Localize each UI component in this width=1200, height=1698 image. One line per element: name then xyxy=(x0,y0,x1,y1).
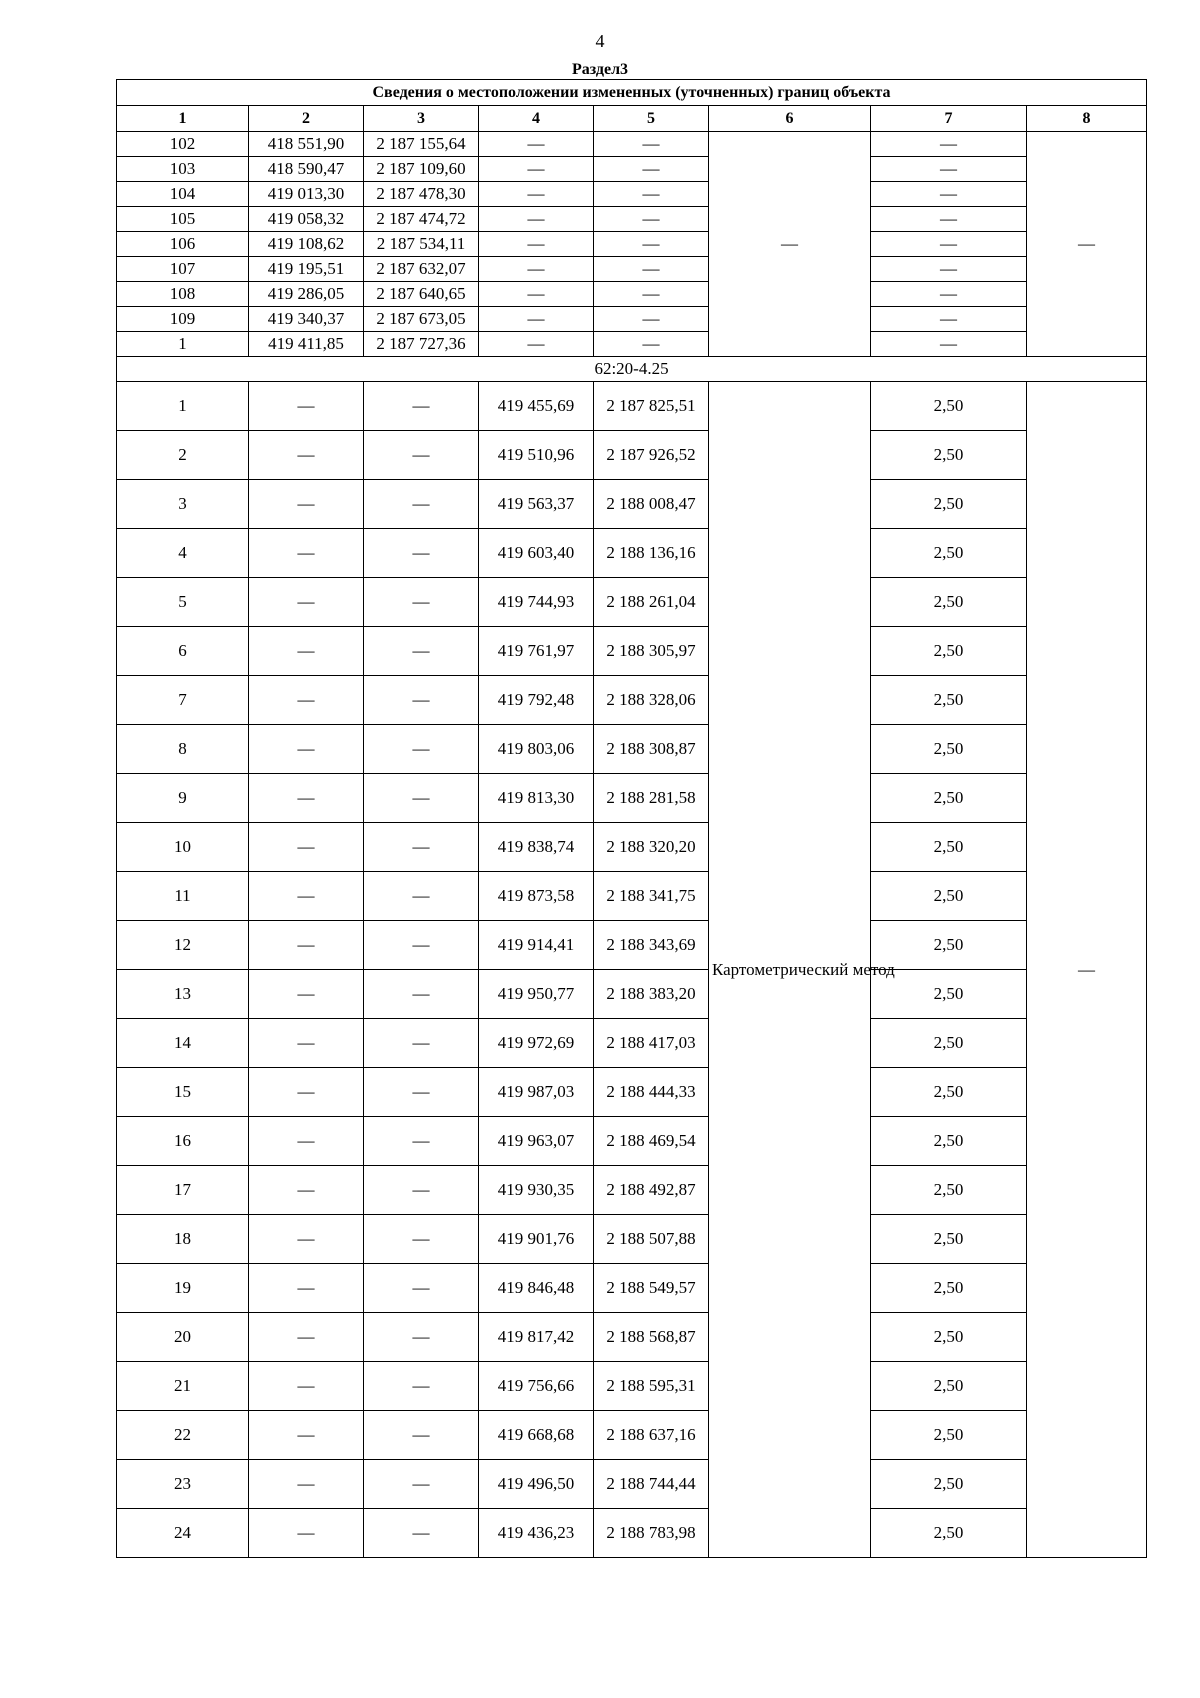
point-number: 21 xyxy=(117,1362,249,1411)
accuracy: 2,50 xyxy=(871,1460,1027,1509)
new-y: 2 188 549,57 xyxy=(594,1264,709,1313)
table-row xyxy=(117,431,1147,480)
accuracy: 2,50 xyxy=(871,774,1027,823)
table-row xyxy=(117,578,1147,627)
column-number: 1 xyxy=(117,106,249,132)
column-number: 7 xyxy=(871,106,1027,132)
old-y: — xyxy=(364,1166,479,1215)
point-number: 15 xyxy=(117,1068,249,1117)
old-y: — xyxy=(364,1313,479,1362)
table-row xyxy=(117,725,1147,774)
old-y: — xyxy=(364,382,479,431)
new-x: 419 873,58 xyxy=(479,872,594,921)
new-x: 419 761,97 xyxy=(479,627,594,676)
table-row xyxy=(117,823,1147,872)
new-y: 2 188 341,75 xyxy=(594,872,709,921)
old-x: — xyxy=(249,529,364,578)
table-row xyxy=(117,529,1147,578)
old-y: 2 187 478,30 xyxy=(364,182,479,207)
accuracy: — xyxy=(871,332,1027,357)
description-cell: — xyxy=(1027,382,1147,1558)
accuracy: 2,50 xyxy=(871,578,1027,627)
point-number: 7 xyxy=(117,676,249,725)
accuracy: 2,50 xyxy=(871,1264,1027,1313)
new-x: 419 914,41 xyxy=(479,921,594,970)
point-number: 12 xyxy=(117,921,249,970)
new-y: 2 187 926,52 xyxy=(594,431,709,480)
old-x: — xyxy=(249,1068,364,1117)
old-y: — xyxy=(364,774,479,823)
new-y: 2 188 383,20 xyxy=(594,970,709,1019)
old-x: — xyxy=(249,1264,364,1313)
accuracy: 2,50 xyxy=(871,1362,1027,1411)
accuracy: — xyxy=(871,232,1027,257)
old-y: — xyxy=(364,970,479,1019)
section-title: Раздел3 xyxy=(571,61,629,78)
table-row xyxy=(117,921,1147,970)
accuracy: — xyxy=(871,307,1027,332)
table-caption: Сведения о местоположении измененных (уточненных) границ объекта xyxy=(117,80,1147,106)
accuracy: — xyxy=(871,207,1027,232)
accuracy: 2,50 xyxy=(871,480,1027,529)
old-x: — xyxy=(249,774,364,823)
column-number: 8 xyxy=(1027,106,1147,132)
table-row xyxy=(117,382,1147,431)
table-row xyxy=(117,774,1147,823)
point-number: 24 xyxy=(117,1509,249,1558)
table-row xyxy=(117,1460,1147,1509)
table-row xyxy=(117,282,1147,307)
method-cell: — xyxy=(709,132,871,357)
accuracy: — xyxy=(871,182,1027,207)
new-y: 2 188 008,47 xyxy=(594,480,709,529)
new-y: — xyxy=(594,332,709,357)
accuracy: — xyxy=(871,282,1027,307)
boundaries-table xyxy=(116,79,1147,1558)
new-x: 419 436,23 xyxy=(479,1509,594,1558)
new-y: 2 188 261,04 xyxy=(594,578,709,627)
new-x: 419 744,93 xyxy=(479,578,594,627)
new-x: 419 972,69 xyxy=(479,1019,594,1068)
old-x: 419 013,30 xyxy=(249,182,364,207)
new-y: — xyxy=(594,207,709,232)
table-row xyxy=(117,970,1147,1019)
point-number: 18 xyxy=(117,1215,249,1264)
old-y: — xyxy=(364,1460,479,1509)
accuracy: 2,50 xyxy=(871,431,1027,480)
new-y: — xyxy=(594,282,709,307)
old-y: — xyxy=(364,1215,479,1264)
table-row xyxy=(117,1215,1147,1264)
new-x: 419 817,42 xyxy=(479,1313,594,1362)
new-y: 2 188 444,33 xyxy=(594,1068,709,1117)
old-y: — xyxy=(364,1509,479,1558)
table-row xyxy=(117,332,1147,357)
table-row xyxy=(117,676,1147,725)
new-x: — xyxy=(479,182,594,207)
accuracy: 2,50 xyxy=(871,382,1027,431)
column-number: 2 xyxy=(249,106,364,132)
old-x: 419 286,05 xyxy=(249,282,364,307)
new-y: 2 188 744,44 xyxy=(594,1460,709,1509)
old-y: — xyxy=(364,872,479,921)
old-y: — xyxy=(364,627,479,676)
new-x: 419 563,37 xyxy=(479,480,594,529)
table-row xyxy=(117,1117,1147,1166)
new-y: 2 188 136,16 xyxy=(594,529,709,578)
old-x: — xyxy=(249,1362,364,1411)
new-x: — xyxy=(479,282,594,307)
old-x: — xyxy=(249,1411,364,1460)
new-x: — xyxy=(479,307,594,332)
new-y: 2 188 417,03 xyxy=(594,1019,709,1068)
table-row xyxy=(117,1313,1147,1362)
point-number: 107 xyxy=(117,257,249,282)
new-y: 2 188 568,87 xyxy=(594,1313,709,1362)
table-row xyxy=(117,480,1147,529)
old-y: — xyxy=(364,823,479,872)
table-row xyxy=(117,1509,1147,1558)
accuracy: 2,50 xyxy=(871,872,1027,921)
point-number: 23 xyxy=(117,1460,249,1509)
old-x: — xyxy=(249,872,364,921)
point-number: 2 xyxy=(117,431,249,480)
old-y: 2 187 640,65 xyxy=(364,282,479,307)
point-number: 22 xyxy=(117,1411,249,1460)
table-row xyxy=(117,1019,1147,1068)
new-y: 2 188 637,16 xyxy=(594,1411,709,1460)
table-row xyxy=(117,1068,1147,1117)
table-row xyxy=(117,232,1147,257)
old-y: — xyxy=(364,1117,479,1166)
old-y: — xyxy=(364,1068,479,1117)
old-y: 2 187 155,64 xyxy=(364,132,479,157)
page-number: 4 xyxy=(595,31,605,51)
new-y: — xyxy=(594,132,709,157)
old-y: — xyxy=(364,1362,479,1411)
new-y: 2 188 328,06 xyxy=(594,676,709,725)
old-y: — xyxy=(364,578,479,627)
old-y: — xyxy=(364,921,479,970)
new-x: — xyxy=(479,257,594,282)
new-y: — xyxy=(594,157,709,182)
point-number: 106 xyxy=(117,232,249,257)
accuracy: 2,50 xyxy=(871,1215,1027,1264)
new-y: 2 187 825,51 xyxy=(594,382,709,431)
new-y: 2 188 343,69 xyxy=(594,921,709,970)
point-number: 19 xyxy=(117,1264,249,1313)
old-y: 2 187 109,60 xyxy=(364,157,479,182)
old-x: 419 411,85 xyxy=(249,332,364,357)
accuracy: 2,50 xyxy=(871,1166,1027,1215)
point-number: 102 xyxy=(117,132,249,157)
old-y: — xyxy=(364,725,479,774)
accuracy: 2,50 xyxy=(871,1313,1027,1362)
point-number: 9 xyxy=(117,774,249,823)
point-number: 6 xyxy=(117,627,249,676)
table-row xyxy=(117,627,1147,676)
point-number: 4 xyxy=(117,529,249,578)
point-number: 1 xyxy=(117,332,249,357)
new-y: 2 188 507,88 xyxy=(594,1215,709,1264)
accuracy: 2,50 xyxy=(871,627,1027,676)
new-x: 419 950,77 xyxy=(479,970,594,1019)
point-number: 108 xyxy=(117,282,249,307)
old-x: — xyxy=(249,970,364,1019)
old-x: — xyxy=(249,676,364,725)
accuracy: — xyxy=(871,157,1027,182)
point-number: 5 xyxy=(117,578,249,627)
old-x: — xyxy=(249,823,364,872)
point-number: 8 xyxy=(117,725,249,774)
new-y: — xyxy=(594,257,709,282)
point-number: 105 xyxy=(117,207,249,232)
table-row xyxy=(117,207,1147,232)
subsection-row xyxy=(117,357,1147,382)
new-x: 419 803,06 xyxy=(479,725,594,774)
old-y: — xyxy=(364,431,479,480)
old-x: — xyxy=(249,1509,364,1558)
point-number: 103 xyxy=(117,157,249,182)
new-y: 2 188 469,54 xyxy=(594,1117,709,1166)
accuracy: 2,50 xyxy=(871,970,1027,1019)
column-number: 3 xyxy=(364,106,479,132)
new-x: — xyxy=(479,132,594,157)
table-row xyxy=(117,307,1147,332)
old-y: 2 187 534,11 xyxy=(364,232,479,257)
new-x: — xyxy=(479,232,594,257)
accuracy: 2,50 xyxy=(871,1068,1027,1117)
old-y: 2 187 727,36 xyxy=(364,332,479,357)
old-x: — xyxy=(249,1166,364,1215)
point-number: 3 xyxy=(117,480,249,529)
old-x: 419 340,37 xyxy=(249,307,364,332)
accuracy: 2,50 xyxy=(871,1509,1027,1558)
old-x: — xyxy=(249,480,364,529)
table-row xyxy=(117,1166,1147,1215)
old-x: — xyxy=(249,382,364,431)
table-row xyxy=(117,1264,1147,1313)
table-row xyxy=(117,1362,1147,1411)
new-y: 2 188 783,98 xyxy=(594,1509,709,1558)
old-y: — xyxy=(364,676,479,725)
old-x: — xyxy=(249,578,364,627)
old-y: — xyxy=(364,480,479,529)
old-y: 2 187 474,72 xyxy=(364,207,479,232)
old-y: — xyxy=(364,1019,479,1068)
new-x: 419 510,96 xyxy=(479,431,594,480)
old-x: — xyxy=(249,1460,364,1509)
old-x: 418 551,90 xyxy=(249,132,364,157)
new-x: 419 813,30 xyxy=(479,774,594,823)
old-x: — xyxy=(249,627,364,676)
point-number: 10 xyxy=(117,823,249,872)
accuracy: 2,50 xyxy=(871,1019,1027,1068)
new-x: 419 846,48 xyxy=(479,1264,594,1313)
new-y: 2 188 305,97 xyxy=(594,627,709,676)
accuracy: — xyxy=(871,132,1027,157)
table-row xyxy=(117,872,1147,921)
description-cell: — xyxy=(1027,132,1147,357)
old-x: — xyxy=(249,1313,364,1362)
old-y: 2 187 673,05 xyxy=(364,307,479,332)
old-x: — xyxy=(249,1215,364,1264)
old-x: 419 058,32 xyxy=(249,207,364,232)
point-number: 13 xyxy=(117,970,249,1019)
new-x: 419 756,66 xyxy=(479,1362,594,1411)
accuracy: 2,50 xyxy=(871,676,1027,725)
new-x: 419 668,68 xyxy=(479,1411,594,1460)
point-number: 1 xyxy=(117,382,249,431)
column-number: 6 xyxy=(709,106,871,132)
new-y: 2 188 492,87 xyxy=(594,1166,709,1215)
column-number: 5 xyxy=(594,106,709,132)
old-x: 419 195,51 xyxy=(249,257,364,282)
new-x: 419 963,07 xyxy=(479,1117,594,1166)
new-y: — xyxy=(594,232,709,257)
old-y: — xyxy=(364,1264,479,1313)
point-number: 20 xyxy=(117,1313,249,1362)
old-x: — xyxy=(249,1019,364,1068)
new-x: 419 792,48 xyxy=(479,676,594,725)
old-x: 419 108,62 xyxy=(249,232,364,257)
table-row xyxy=(117,182,1147,207)
point-number: 17 xyxy=(117,1166,249,1215)
old-x: — xyxy=(249,725,364,774)
accuracy: 2,50 xyxy=(871,725,1027,774)
point-number: 14 xyxy=(117,1019,249,1068)
point-number: 109 xyxy=(117,307,249,332)
accuracy: — xyxy=(871,257,1027,282)
accuracy: 2,50 xyxy=(871,823,1027,872)
old-x: 418 590,47 xyxy=(249,157,364,182)
new-y: — xyxy=(594,182,709,207)
table-row xyxy=(117,257,1147,282)
new-x: 419 455,69 xyxy=(479,382,594,431)
table-row xyxy=(117,132,1147,157)
new-x: 419 901,76 xyxy=(479,1215,594,1264)
new-x: 419 987,03 xyxy=(479,1068,594,1117)
accuracy: 2,50 xyxy=(871,921,1027,970)
old-x: — xyxy=(249,1117,364,1166)
point-number: 104 xyxy=(117,182,249,207)
old-x: — xyxy=(249,921,364,970)
old-y: — xyxy=(364,1411,479,1460)
new-x: 419 838,74 xyxy=(479,823,594,872)
old-y: 2 187 632,07 xyxy=(364,257,479,282)
new-x: 419 496,50 xyxy=(479,1460,594,1509)
point-number: 11 xyxy=(117,872,249,921)
new-x: 419 930,35 xyxy=(479,1166,594,1215)
new-y: — xyxy=(594,307,709,332)
column-number: 4 xyxy=(479,106,594,132)
new-y: 2 188 308,87 xyxy=(594,725,709,774)
accuracy: 2,50 xyxy=(871,1117,1027,1166)
point-number: 16 xyxy=(117,1117,249,1166)
new-x: — xyxy=(479,157,594,182)
table-row xyxy=(117,157,1147,182)
new-y: 2 188 281,58 xyxy=(594,774,709,823)
column-number-row xyxy=(117,106,1147,132)
new-x: — xyxy=(479,332,594,357)
new-y: 2 188 595,31 xyxy=(594,1362,709,1411)
table-body xyxy=(117,132,1147,1558)
table-row xyxy=(117,1411,1147,1460)
new-y: 2 188 320,20 xyxy=(594,823,709,872)
new-x: 419 603,40 xyxy=(479,529,594,578)
accuracy: 2,50 xyxy=(871,529,1027,578)
old-x: — xyxy=(249,431,364,480)
method-cell: Картометрический метод xyxy=(709,382,871,1558)
subsection-label: 62:20-4.25 xyxy=(117,357,1147,382)
new-x: — xyxy=(479,207,594,232)
accuracy: 2,50 xyxy=(871,1411,1027,1460)
old-y: — xyxy=(364,529,479,578)
